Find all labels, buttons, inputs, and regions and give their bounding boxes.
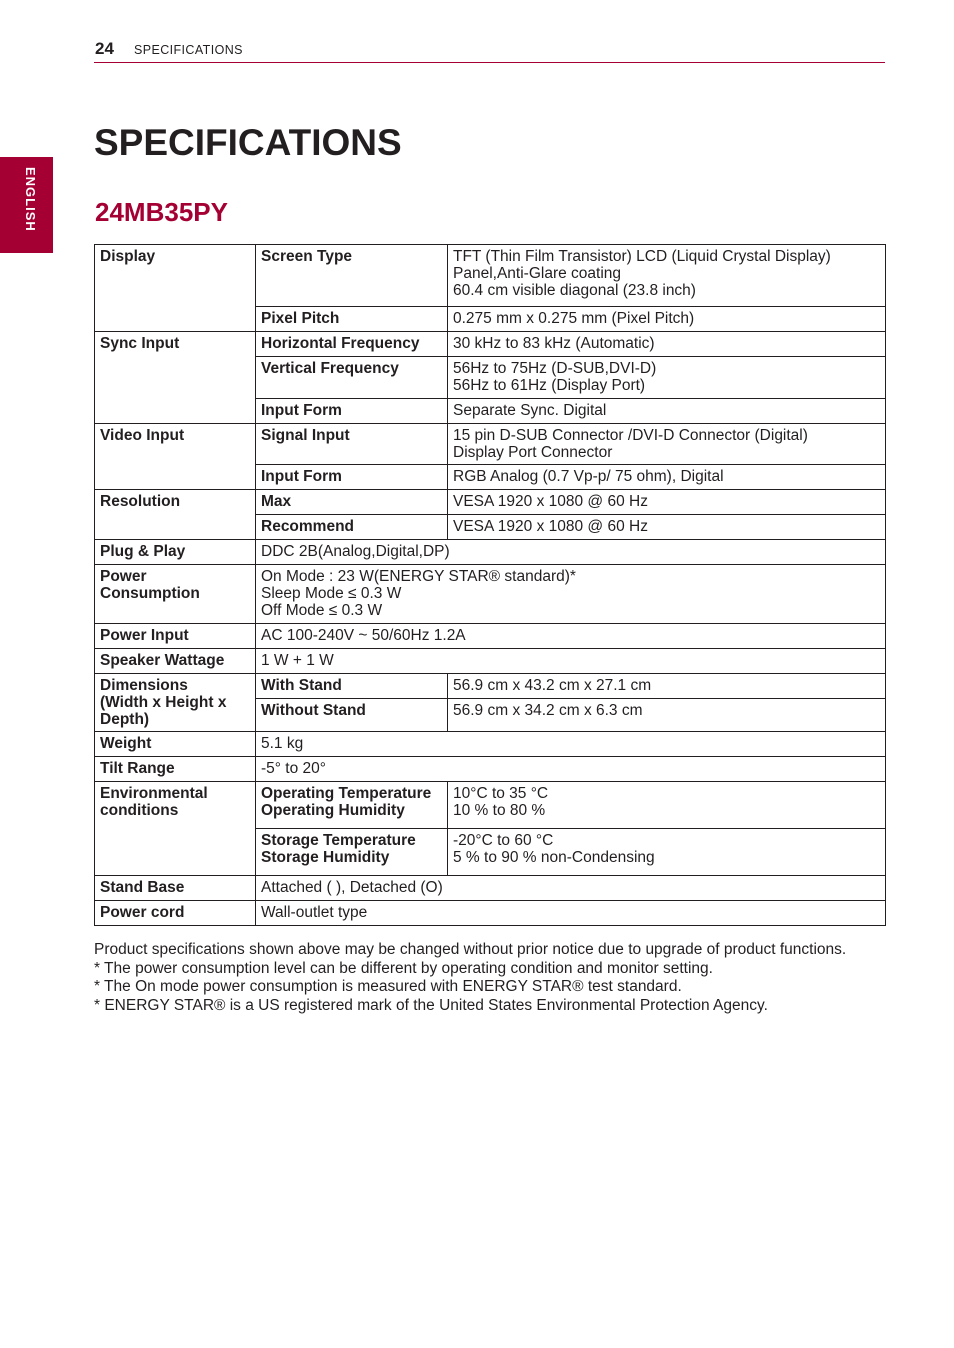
note-line: * The power consumption level can be different by operating condition and monitor setting. [94, 959, 713, 977]
sub-label-screen-type: Screen Type [256, 245, 448, 307]
value-plug-play: DDC 2B(Analog,Digital,DP) [256, 540, 886, 565]
row-label-tilt-range: Tilt Range [95, 757, 256, 782]
running-header: SPECIFICATIONS [134, 43, 243, 57]
sub-label-storage: Storage Temperature Storage Humidity [256, 829, 448, 876]
table-row [95, 332, 886, 357]
value-pixel-pitch: 0.275 mm x 0.275 mm (Pixel Pitch) [448, 307, 886, 332]
sub-label-horizontal-frequency: Horizontal Frequency [256, 332, 448, 357]
value-vertical-frequency: 56Hz to 75Hz (D-SUB,DVI-D) 56Hz to 61Hz (Display Port) [448, 357, 886, 399]
table-row [95, 540, 886, 565]
sub-label-signal-input: Signal Input [256, 424, 448, 465]
row-label-display: Display [95, 245, 256, 332]
table-row [95, 490, 886, 515]
row-label-sync-input: Sync Input [95, 332, 256, 424]
row-label-plug-play: Plug & Play [95, 540, 256, 565]
value-recommend-resolution: VESA 1920 x 1080 @ 60 Hz [448, 515, 886, 540]
model-title: 24MB35PY [95, 197, 228, 227]
table-row [95, 757, 886, 782]
language-tab [0, 157, 53, 253]
table-row [95, 424, 886, 465]
table-row [95, 876, 886, 901]
sub-label-with-stand: With Stand [256, 674, 448, 699]
sub-label-max: Max [256, 490, 448, 515]
page-title: SPECIFICATIONS [94, 122, 402, 163]
table-row [95, 901, 886, 926]
spec-table [94, 244, 886, 926]
value-power-input: AC 100-240V ~ 50/60Hz 1.2A [256, 624, 886, 649]
row-label-power-input: Power Input [95, 624, 256, 649]
header-rule [94, 62, 885, 63]
page-number: 24 [95, 39, 114, 58]
row-label-power-cord: Power cord [95, 901, 256, 926]
table-row [95, 649, 886, 674]
note-line: * The On mode power consumption is measured with ENERGY STAR® test standard. [94, 978, 682, 995]
sub-label-operating: Operating Temperature Operating Humidity [256, 782, 448, 829]
row-label-dimensions: Dimensions (Width x Height x Depth) [95, 674, 256, 732]
footnotes [94, 941, 884, 1015]
row-label-environmental: Environmental conditions [95, 782, 256, 876]
value-stand-base: Attached ( ), Detached (O) [256, 876, 886, 901]
language-tab-label: ENGLISH [23, 167, 38, 232]
sub-label-vertical-frequency: Vertical Frequency [256, 357, 448, 399]
table-row [95, 674, 886, 699]
table-row [95, 624, 886, 649]
row-label-video-input: Video Input [95, 424, 256, 490]
value-signal-input: 15 pin D-SUB Connector /DVI-D Connector (Digital) Display Port Connector [448, 424, 886, 465]
value-speaker-wattage: 1 W + 1 W [256, 649, 886, 674]
value-horizontal-frequency: 30 kHz to 83 kHz (Automatic) [448, 332, 886, 357]
table-row [95, 245, 886, 307]
note-line: Product specifications shown above may be changed without prior notice due to upgrade of product functions. [94, 941, 847, 958]
row-label-power-consumption: Power Consumption [95, 565, 256, 624]
value-sync-input-form: Separate Sync. Digital [448, 399, 886, 424]
value-screen-type: TFT (Thin Film Transistor) LCD (Liquid Crystal Display) Panel,Anti-Glare coating 60.4 cm visible diagonal (23.8 inch) [448, 245, 886, 307]
value-power-consumption: On Mode : 23 W(ENERGY STAR® standard)* Sleep Mode ≤ 0.3 W Off Mode ≤ 0.3 W [256, 565, 886, 624]
sub-label-recommend: Recommend [256, 515, 448, 540]
table-row [95, 565, 886, 624]
row-label-speaker-wattage: Speaker Wattage [95, 649, 256, 674]
value-with-stand: 56.9 cm x 43.2 cm x 27.1 cm [448, 674, 886, 699]
value-video-input-form: RGB Analog (0.7 Vp-p/ 75 ohm), Digital [448, 465, 886, 490]
value-tilt-range: -5° to 20° [256, 757, 886, 782]
sub-label-sync-input-form: Input Form [256, 399, 448, 424]
value-storage: -20°C to 60 °C 5 % to 90 % non-Condensing [448, 829, 886, 876]
sub-label-video-input-form: Input Form [256, 465, 448, 490]
row-label-resolution: Resolution [95, 490, 256, 540]
note-line: * ENERGY STAR® is a US registered mark of the United States Environmental Protection Agency. [94, 996, 768, 1014]
value-weight: 5.1 kg [256, 732, 886, 757]
table-row [95, 782, 886, 829]
row-label-stand-base: Stand Base [95, 876, 256, 901]
sub-label-without-stand: Without Stand [256, 699, 448, 732]
row-label-weight: Weight [95, 732, 256, 757]
value-power-cord: Wall-outlet type [256, 901, 886, 926]
table-row [95, 732, 886, 757]
value-max-resolution: VESA 1920 x 1080 @ 60 Hz [448, 490, 886, 515]
value-operating: 10°C to 35 °C 10 % to 80 % [448, 782, 886, 829]
value-without-stand: 56.9 cm x 34.2 cm x 6.3 cm [448, 699, 886, 732]
sub-label-pixel-pitch: Pixel Pitch [256, 307, 448, 332]
